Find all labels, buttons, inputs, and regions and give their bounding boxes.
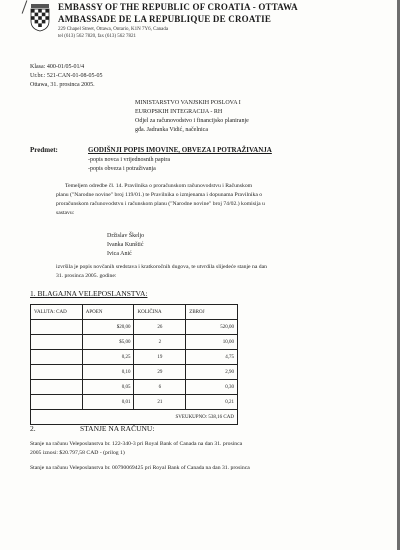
table-cell xyxy=(31,380,83,395)
account-statement-line: Stanje na računu Veleposlanstva br. 00790069425 pri Royal Bank of Canada na dan 31. prosinca xyxy=(30,465,250,471)
table-cell: 6 xyxy=(134,380,186,395)
table-cell: 10,00 xyxy=(186,335,238,350)
table-row xyxy=(31,350,238,365)
column-header: KOLIČINA xyxy=(134,305,186,320)
table-cell: 520,00 xyxy=(186,320,238,335)
table-row xyxy=(31,320,238,335)
table-cell: 4,75 xyxy=(186,350,238,365)
letterhead-contact: tel (613) 562 7820, fax (613) 562 7821 xyxy=(58,34,137,39)
table-cell: 0,30 xyxy=(186,380,238,395)
recipient-line: Odjel za računovodstvo i financijsko planiranje xyxy=(135,118,249,124)
table-cell: 19 xyxy=(134,350,186,365)
table-cell xyxy=(31,395,83,410)
scan-mark xyxy=(22,0,28,13)
table-cell xyxy=(31,335,83,350)
reference-klasa: Klasa: 400-01/05-01/4 xyxy=(30,64,85,70)
table-cell: 2,90 xyxy=(186,365,238,380)
table-cell: 21 xyxy=(134,395,186,410)
place-date: Ottawa, 31. prosinca 2005. xyxy=(30,82,95,88)
committee-member: Ivanka Kunštić xyxy=(107,242,144,248)
table-cell: 2 xyxy=(134,335,186,350)
coat-of-arms-icon xyxy=(28,4,52,32)
committee-member: Ivica Anić xyxy=(107,251,132,257)
section-2-number: 2. xyxy=(30,424,36,433)
body-paragraph-line: 31. prosinca 2005. godine: xyxy=(56,273,117,279)
letterhead-title-fr: AMBASSADE DE LA REPUBLIQUE DE CROATIE xyxy=(58,14,272,24)
table-total-row xyxy=(31,410,238,425)
letterhead-address: 229 Chapel Street, Ottawa, Ontario, K1N 7Y6, Canada xyxy=(58,27,169,32)
letterhead-title-en: EMBASSY OF THE REPUBLIC OF CROATIA - OTTAWA xyxy=(58,2,298,12)
section-1-title: 1. BLAGAJNA VELEPOSLANSTVA: xyxy=(30,289,148,298)
body-paragraph-line: sastavu: xyxy=(56,210,75,216)
subject-item: -popis obveza i potraživanja xyxy=(88,166,156,172)
table-cell xyxy=(31,350,83,365)
table-cell: 0,10 xyxy=(82,365,134,380)
committee-member: Držislav Škeljo xyxy=(107,233,145,239)
section-2-title: STANJE NA RAČUNU: xyxy=(80,424,155,433)
table-header-row xyxy=(31,305,238,320)
account-statement-line: Stanje na računu Veleposlanstva br. 122-340-3 pri Royal Bank of Canada na dan 31. prosinca xyxy=(30,441,243,447)
cash-register-table xyxy=(30,304,238,425)
recipient-line: MINISTARSTVO VANJSKIH POSLOVA I xyxy=(135,100,241,106)
table-cell: 26 xyxy=(134,320,186,335)
column-header: VALUTA: CAD xyxy=(31,305,83,320)
column-header: APOEN xyxy=(82,305,134,320)
table-row xyxy=(31,365,238,380)
recipient-line: gđa. Jadranka Vidić, načelnica xyxy=(135,127,208,133)
table-row xyxy=(31,395,238,410)
recipient-line: EUROPSKIH INTEGRACIJA - RH xyxy=(135,109,223,115)
body-paragraph-line: planu ("Narodne novine" broj 119/01.) te Pravilnika o izmjenama i dopunama Pravilnika o xyxy=(56,192,263,198)
table-row xyxy=(31,335,238,350)
account-statement-line: 2005 iznosi: $20.797,58 CAD - (prilog 1) xyxy=(30,450,125,456)
body-paragraph-line: Temeljem odredbe čl. 14. Pravilnika o proračunskom računovodstvu i Računskom xyxy=(65,183,253,189)
table-cell: $20,00 xyxy=(82,320,134,335)
table-cell: 29 xyxy=(134,365,186,380)
table-total: SVEUKUPNO: 538,16 CAD xyxy=(31,410,238,425)
table-row xyxy=(31,380,238,395)
subject-label: Predmet: xyxy=(30,146,58,154)
table-cell: 0,05 xyxy=(82,380,134,395)
subject-item: -popis novca i vrijednosnih papira xyxy=(88,157,170,163)
body-paragraph-line: proračunskom računovodstvu i računskom planu ("Narodne novine" broj 74/02.) komisija u xyxy=(56,201,265,207)
subject-title: GODIŠNJI POPIS IMOVINE, OBVEZA I POTRAŽIVANJA xyxy=(88,146,272,154)
table-cell: $5,00 xyxy=(82,335,134,350)
table-cell xyxy=(31,365,83,380)
table-cell: 0,25 xyxy=(82,350,134,365)
table-cell: 0,01 xyxy=(82,395,134,410)
body-paragraph-line: izvršila je popis novčanih sredstava i kratkoročnih dugova, te utvrdila slijedeće stanje na dan xyxy=(56,264,268,270)
table-cell: 0,21 xyxy=(186,395,238,410)
table-cell xyxy=(31,320,83,335)
reference-urbr: Ur.br.: 521-CAN-01-08-05-05 xyxy=(30,73,103,79)
column-header: ZBROJ xyxy=(186,305,238,320)
